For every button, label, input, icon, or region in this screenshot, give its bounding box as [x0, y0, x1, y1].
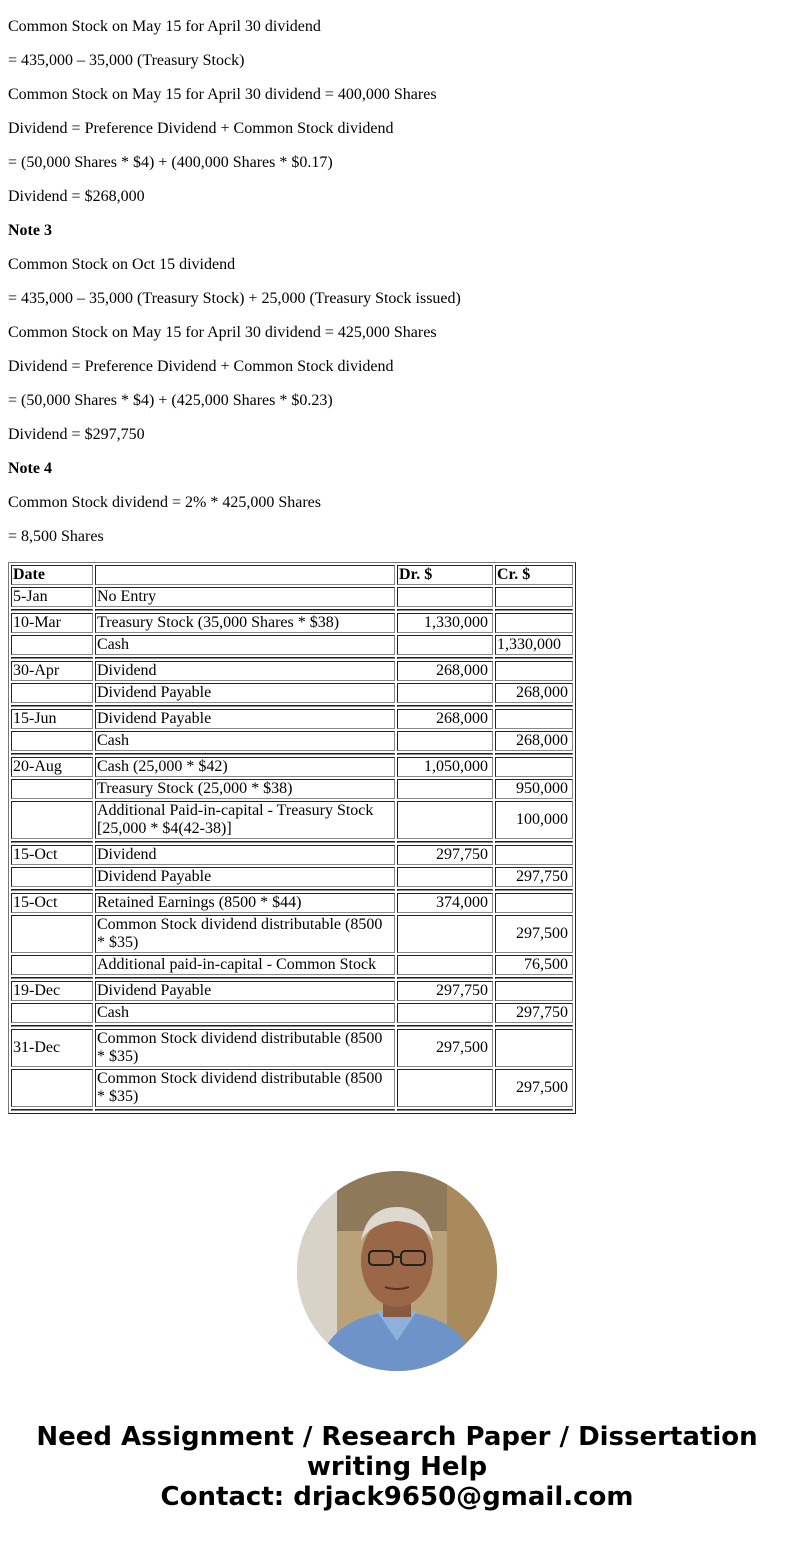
- promo-line-3: Contact: drjack9650@gmail.com: [160, 1482, 634, 1512]
- account-cell: Cash: [95, 635, 395, 655]
- date-cell: 20-Aug: [11, 757, 93, 777]
- account-cell: Additional Paid-in-capital - Treasury Stock [25,000 * $4(42-38)]: [95, 801, 395, 839]
- date-cell: [11, 779, 93, 799]
- calculation-line: Dividend = Preference Dividend + Common Stock dividend: [8, 358, 394, 375]
- date-cell: 30-Apr: [11, 661, 93, 681]
- debit-cell: [397, 955, 493, 975]
- date-cell: 15-Oct: [11, 845, 93, 865]
- date-cell: 5-Jan: [11, 587, 93, 607]
- separator-row: [11, 609, 573, 611]
- table-header-row: [11, 565, 573, 585]
- debit-cell: [397, 1003, 493, 1023]
- separator-cell: [397, 753, 493, 755]
- header-account-cell: [95, 565, 395, 585]
- account-cell: Common Stock dividend distributable (8500 * $35): [95, 1069, 395, 1107]
- date-cell: 10-Mar: [11, 613, 93, 633]
- separator-cell: [397, 705, 493, 707]
- debit-cell: 297,750: [397, 981, 493, 1001]
- table-row: [11, 1029, 573, 1067]
- account-cell: Dividend Payable: [95, 683, 395, 703]
- promo-line-2: writing Help: [306, 1452, 488, 1482]
- credit-cell: [495, 893, 573, 913]
- table-row: [11, 709, 573, 729]
- note-heading: Note 3: [8, 222, 52, 239]
- date-cell: 31-Dec: [11, 1029, 93, 1067]
- separator-cell: [11, 841, 93, 843]
- table-row: [11, 683, 573, 703]
- credit-cell: 268,000: [495, 683, 573, 703]
- account-cell: Retained Earnings (8500 * $44): [95, 893, 395, 913]
- separator-cell: [397, 1025, 493, 1027]
- credit-cell: 100,000: [495, 801, 573, 839]
- separator-row: [11, 841, 573, 843]
- table-row: [11, 635, 573, 655]
- separator-row: [11, 753, 573, 755]
- separator-row: [11, 1025, 573, 1027]
- credit-cell: [495, 981, 573, 1001]
- debit-cell: 297,500: [397, 1029, 493, 1067]
- credit-cell: [495, 1029, 573, 1067]
- date-cell: 19-Dec: [11, 981, 93, 1001]
- account-cell: Cash: [95, 1003, 395, 1023]
- header-date-cell: Date: [11, 565, 93, 585]
- table-row: [11, 955, 573, 975]
- separator-cell: [11, 1025, 93, 1027]
- calculation-line: Common Stock on May 15 for April 30 dividend = 425,000 Shares: [8, 324, 437, 341]
- calculation-line: Dividend = Preference Dividend + Common Stock dividend: [8, 120, 394, 137]
- author-photo: [297, 1171, 497, 1371]
- separator-cell: [95, 889, 395, 891]
- credit-cell: 297,750: [495, 867, 573, 887]
- separator-cell: [95, 1109, 395, 1111]
- account-cell: Additional paid-in-capital - Common Stock: [95, 955, 395, 975]
- credit-cell: 297,500: [495, 1069, 573, 1107]
- account-cell: Dividend Payable: [95, 981, 395, 1001]
- table-row: [11, 757, 573, 777]
- separator-row: [11, 657, 573, 659]
- separator-cell: [95, 977, 395, 979]
- debit-cell: 374,000: [397, 893, 493, 913]
- header-debit-cell: Dr. $: [397, 565, 493, 585]
- table-row: [11, 779, 573, 799]
- separator-cell: [495, 1109, 573, 1111]
- separator-cell: [397, 889, 493, 891]
- date-cell: [11, 635, 93, 655]
- promo-line-1: Need Assignment / Research Paper / Dissertation: [36, 1422, 758, 1452]
- note-heading: Note 4: [8, 460, 52, 477]
- separator-cell: [95, 841, 395, 843]
- credit-cell: [495, 661, 573, 681]
- debit-cell: [397, 867, 493, 887]
- separator-cell: [397, 657, 493, 659]
- date-cell: [11, 683, 93, 703]
- date-cell: [11, 1003, 93, 1023]
- account-cell: Cash (25,000 * $42): [95, 757, 395, 777]
- credit-cell: [495, 757, 573, 777]
- account-cell: No Entry: [95, 587, 395, 607]
- calculation-line: Common Stock on Oct 15 dividend: [8, 256, 236, 273]
- account-cell: Common Stock dividend distributable (8500 * $35): [95, 1029, 395, 1067]
- date-cell: [11, 1069, 93, 1107]
- table-row: [11, 1003, 573, 1023]
- table-row: [11, 845, 573, 865]
- separator-cell: [495, 753, 573, 755]
- separator-row: [11, 977, 573, 979]
- date-cell: [11, 955, 93, 975]
- date-cell: [11, 867, 93, 887]
- credit-cell: 297,500: [495, 915, 573, 953]
- credit-cell: 268,000: [495, 731, 573, 751]
- table-row: [11, 801, 573, 839]
- credit-cell: 950,000: [495, 779, 573, 799]
- debit-cell: [397, 635, 493, 655]
- separator-cell: [11, 609, 93, 611]
- separator-cell: [11, 977, 93, 979]
- account-cell: Treasury Stock (35,000 Shares * $38): [95, 613, 395, 633]
- credit-cell: 76,500: [495, 955, 573, 975]
- table-row: [11, 731, 573, 751]
- date-cell: 15-Jun: [11, 709, 93, 729]
- debit-cell: [397, 801, 493, 839]
- separator-cell: [495, 657, 573, 659]
- header-credit-cell: Cr. $: [495, 565, 573, 585]
- calculation-line: Dividend = $268,000: [8, 188, 145, 205]
- credit-cell: 297,750: [495, 1003, 573, 1023]
- calculation-line: Dividend = $297,750: [8, 426, 145, 443]
- separator-cell: [495, 705, 573, 707]
- calculation-line: Common Stock on May 15 for April 30 dividend: [8, 18, 321, 35]
- date-cell: [11, 801, 93, 839]
- debit-cell: 1,330,000: [397, 613, 493, 633]
- separator-cell: [495, 889, 573, 891]
- table-row: [11, 587, 573, 607]
- separator-cell: [495, 977, 573, 979]
- account-cell: Dividend: [95, 661, 395, 681]
- credit-cell: [495, 613, 573, 633]
- calculation-line: = 435,000 – 35,000 (Treasury Stock): [8, 52, 245, 69]
- separator-cell: [11, 705, 93, 707]
- account-cell: Dividend Payable: [95, 867, 395, 887]
- separator-cell: [95, 705, 395, 707]
- debit-cell: [397, 587, 493, 607]
- table-row: [11, 867, 573, 887]
- separator-cell: [11, 657, 93, 659]
- debit-cell: 1,050,000: [397, 757, 493, 777]
- credit-cell: 1,330,000: [495, 635, 573, 655]
- calculation-line: = (50,000 Shares * $4) + (425,000 Shares * $0.23): [8, 392, 333, 409]
- separator-cell: [95, 1025, 395, 1027]
- separator-row: [11, 1109, 573, 1111]
- solution-notes: [8, 18, 786, 546]
- table-row: [11, 613, 573, 633]
- separator-cell: [495, 609, 573, 611]
- separator-cell: [397, 1109, 493, 1111]
- separator-cell: [397, 609, 493, 611]
- separator-cell: [495, 841, 573, 843]
- debit-cell: [397, 731, 493, 751]
- separator-cell: [397, 841, 493, 843]
- debit-cell: 297,750: [397, 845, 493, 865]
- account-cell: Dividend: [95, 845, 395, 865]
- calculation-line: Common Stock on May 15 for April 30 dividend = 400,000 Shares: [8, 86, 437, 103]
- calculation-line: = (50,000 Shares * $4) + (400,000 Shares * $0.17): [8, 154, 333, 171]
- journal-entries-table: [8, 562, 576, 1114]
- debit-cell: 268,000: [397, 661, 493, 681]
- calculation-line: Common Stock dividend = 2% * 425,000 Shares: [8, 494, 322, 511]
- table-row: [11, 893, 573, 913]
- separator-cell: [95, 657, 395, 659]
- table-row: [11, 915, 573, 953]
- separator-cell: [495, 1025, 573, 1027]
- separator-cell: [95, 609, 395, 611]
- separator-cell: [397, 977, 493, 979]
- account-cell: Dividend Payable: [95, 709, 395, 729]
- account-cell: Cash: [95, 731, 395, 751]
- debit-cell: 268,000: [397, 709, 493, 729]
- document-body: [0, 18, 794, 1114]
- account-cell: Treasury Stock (25,000 * $38): [95, 779, 395, 799]
- credit-cell: [495, 709, 573, 729]
- date-cell: [11, 915, 93, 953]
- debit-cell: [397, 683, 493, 703]
- calculation-line: = 8,500 Shares: [8, 528, 104, 545]
- debit-cell: [397, 915, 493, 953]
- contact-banner: [0, 1422, 794, 1512]
- table-row: [11, 661, 573, 681]
- date-cell: [11, 731, 93, 751]
- credit-cell: [495, 587, 573, 607]
- debit-cell: [397, 1069, 493, 1107]
- credit-cell: [495, 845, 573, 865]
- account-cell: Common Stock dividend distributable (8500 * $35): [95, 915, 395, 953]
- table-row: [11, 1069, 573, 1107]
- date-cell: 15-Oct: [11, 893, 93, 913]
- table-row: [11, 981, 573, 1001]
- separator-cell: [11, 1109, 93, 1111]
- separator-cell: [11, 889, 93, 891]
- calculation-line: = 435,000 – 35,000 (Treasury Stock) + 25,000 (Treasury Stock issued): [8, 290, 461, 307]
- debit-cell: [397, 779, 493, 799]
- separator-cell: [95, 753, 395, 755]
- separator-cell: [11, 753, 93, 755]
- separator-row: [11, 705, 573, 707]
- separator-row: [11, 889, 573, 891]
